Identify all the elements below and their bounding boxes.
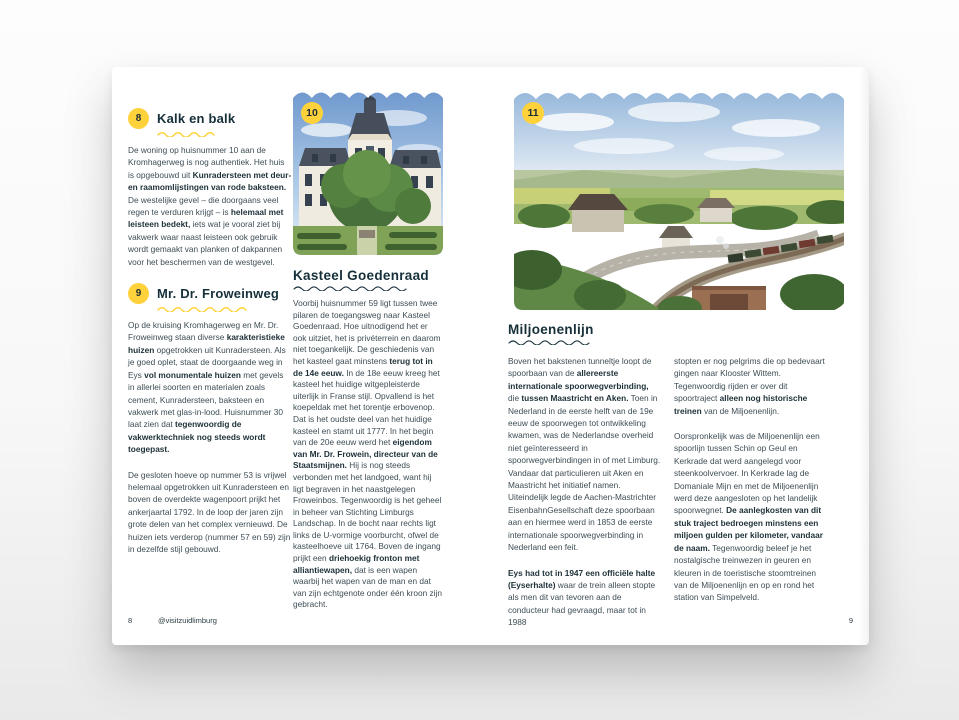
miljoenenlijn-heading-block [508,322,594,345]
page-number-left: 8 [128,616,133,625]
miljoenenlijn-heading: Miljoenenlijn [508,322,594,337]
section-number-badge: 8 [128,108,149,129]
section-paragraph: De woning op huisnummer 10 aan de Kromhagerweg is nog authentiek. Het huis is opgebouwd uit Kunradersteen met deur- en raamomlijstingen van rode baksteen. De westelijke gevel – die doorgaans veel regen te verduren krijgt – is helemaal met leisteen bedekt, iets wat je vooral ziet bij vakwerk waar naast leisteen ook gebruik wordt gemaakt van planken of dakpannen voor het beschermen van de westgevel. [128,145,292,267]
wavy-underline-icon [157,131,221,137]
body-paragraph: stopten er nog pelgrims die op bedevaart gingen naar Klooster Wittem. Tegenwoordig rijden er over dit spoortraject alleen nog historische treinen van de Miljoenenlijn. [674,356,825,416]
section-paragraph: Op de kruising Kromhagerweg en Mr. Dr. Froweinweg staan diverse karakteristieke huizen opgetrokken uit Kunradersteen. Als je goed oplet, staat de doorgaande weg in Eys vol monumentale huizen met gevels in allerlei soorten en materialen zoals cement, Kunradersteen, baksteen en vakwerk met glas-in-lood. Huisnummer 30 laat zien dat tegenwoordig de vakwerktechniek nog steeds wordt toegepast. [128,320,286,455]
castle-column [293,268,443,611]
wavy-underline-icon [508,339,590,345]
booklet-spread [112,67,869,645]
section-kalk-en-balk [128,108,292,268]
page-number-right: 9 [848,616,853,625]
castle-paragraph: Voorbij huisnummer 59 ligt tussen twee pilaren de toegangsweg naar Kasteel Goedenraad. Hoe uitnodigend het er ook uitziet, het is privéterrein en daarom niet toegankelijk. De geschiedenis van het kasteel gaat minstens terug tot in de 14e eeuw. In de 18e eeuw kreeg het kasteel het huidige witgepleisterde uiterlijk in Franse stijl. Opvallend is het koepeldak met het torentje erbovenop. Dat is het oudste deel van het huidige kasteel en stamt uit 1777. In het begin van de 20e eeuw werd het eigendom van Mr. Dr. Frowein, directeur van de Staatsmijnen. Hij is nog steeds verbonden met het landgoed, want hij ligt begraven in het naastgelegen Froweinbos. Tegenwoordig is het geheel in beheer van Stichting Limburgs Landschap. In de bocht naar rechts ligt links de U-vormige voorburcht, ofwel de kasteelhoeve uit 1764. Boven de ingang prijkt een driehoekig fronton met alliantiewapen, dat is een wapen waarbij het wapen van de man en dat van zijn echtgenote onder één kroon zijn gebracht. [293,298,442,610]
section-title: Mr. Dr. Froweinweg [157,286,280,302]
castle-heading: Kasteel Goedenraad [293,268,429,283]
body-paragraph: Eys had tot in 1947 een officiële halte (Eyserhalte) waar de trein alleen stopte als men dit van tevoren aan de conducteur had gevraagd, maar tot in 1988 [508,567,656,628]
section-froweinweg [128,283,292,555]
left-column [128,108,292,555]
spread-footer [128,616,853,625]
body-paragraph: Oorspronkelijk was de Miljoenenlijn een spoorlijn tussen Schin op Geul en Kerkrade dat werd aangelegd voor steenkoolvervoer. In Kerkrade lag de Domaniale Mijn en met de Miljoenenlijn werd deze aangesloten op het landelijk spoorwegnet. De aanlegkosten van dit stuk traject bedroegen minstens een miljoen gulden per kilometer, vandaar de naam. Tegenwoordig beleef je het nostalgische treinwezen in geuren en kleuren in de toeristische stoomtreinen van de Miljoenenlijn en op en rond het station van Simpelveld. [674,431,823,603]
photo-number-badge: 10 [301,102,323,124]
wavy-underline-icon [293,285,413,291]
miljoenenlijn-column-1 [508,355,661,629]
railway-photo-illustration [514,88,844,310]
page-edge-shading [859,67,869,645]
section-paragraph: De gesloten hoeve op nummer 53 is vrijwel helemaal opgetrokken uit Kunradersteen en boven de overdekte wagenpoort prijkt het ankerjaartal 1792. In de loop der jaren zijn grote delen van het complex vernieuwd. De huizen iets verderop (nummer 57 en 59) zijn in dezelfde stijl gebouwd. [128,469,291,554]
social-handle: @visitzuidlimburg [158,616,217,625]
railway-photo [514,88,844,310]
section-number-badge: 9 [128,283,149,304]
castle-photo [293,88,443,255]
section-title: Kalk en balk [157,111,236,126]
wavy-underline-icon [157,306,253,312]
miljoenenlijn-column-2 [674,355,830,604]
photo-number-badge: 11 [522,102,544,124]
body-paragraph: Boven het bakstenen tunneltje loopt de spoorbaan van de allereerste internationale spoorwegverbinding, die tussen Maastricht en Aken. Toen in Nederland in de eerste helft van de 19e eeuw de spoorwegen tot ontwikkeling kwamen, was de Nederlandse overheid niet geïnteresseerd in spoorwegverbindingen in of met Limburg. Vandaar dat particulieren uit Aken en Maastricht het initiatief namen. Uiteindelijk legde de Aachen-Mastrichter EisenbahnGesellschaft deze spoorbaan aan en hiermee werd in 1853 de eerste internationale spoorwegverbinding in Nederland een feit. [508,356,661,553]
